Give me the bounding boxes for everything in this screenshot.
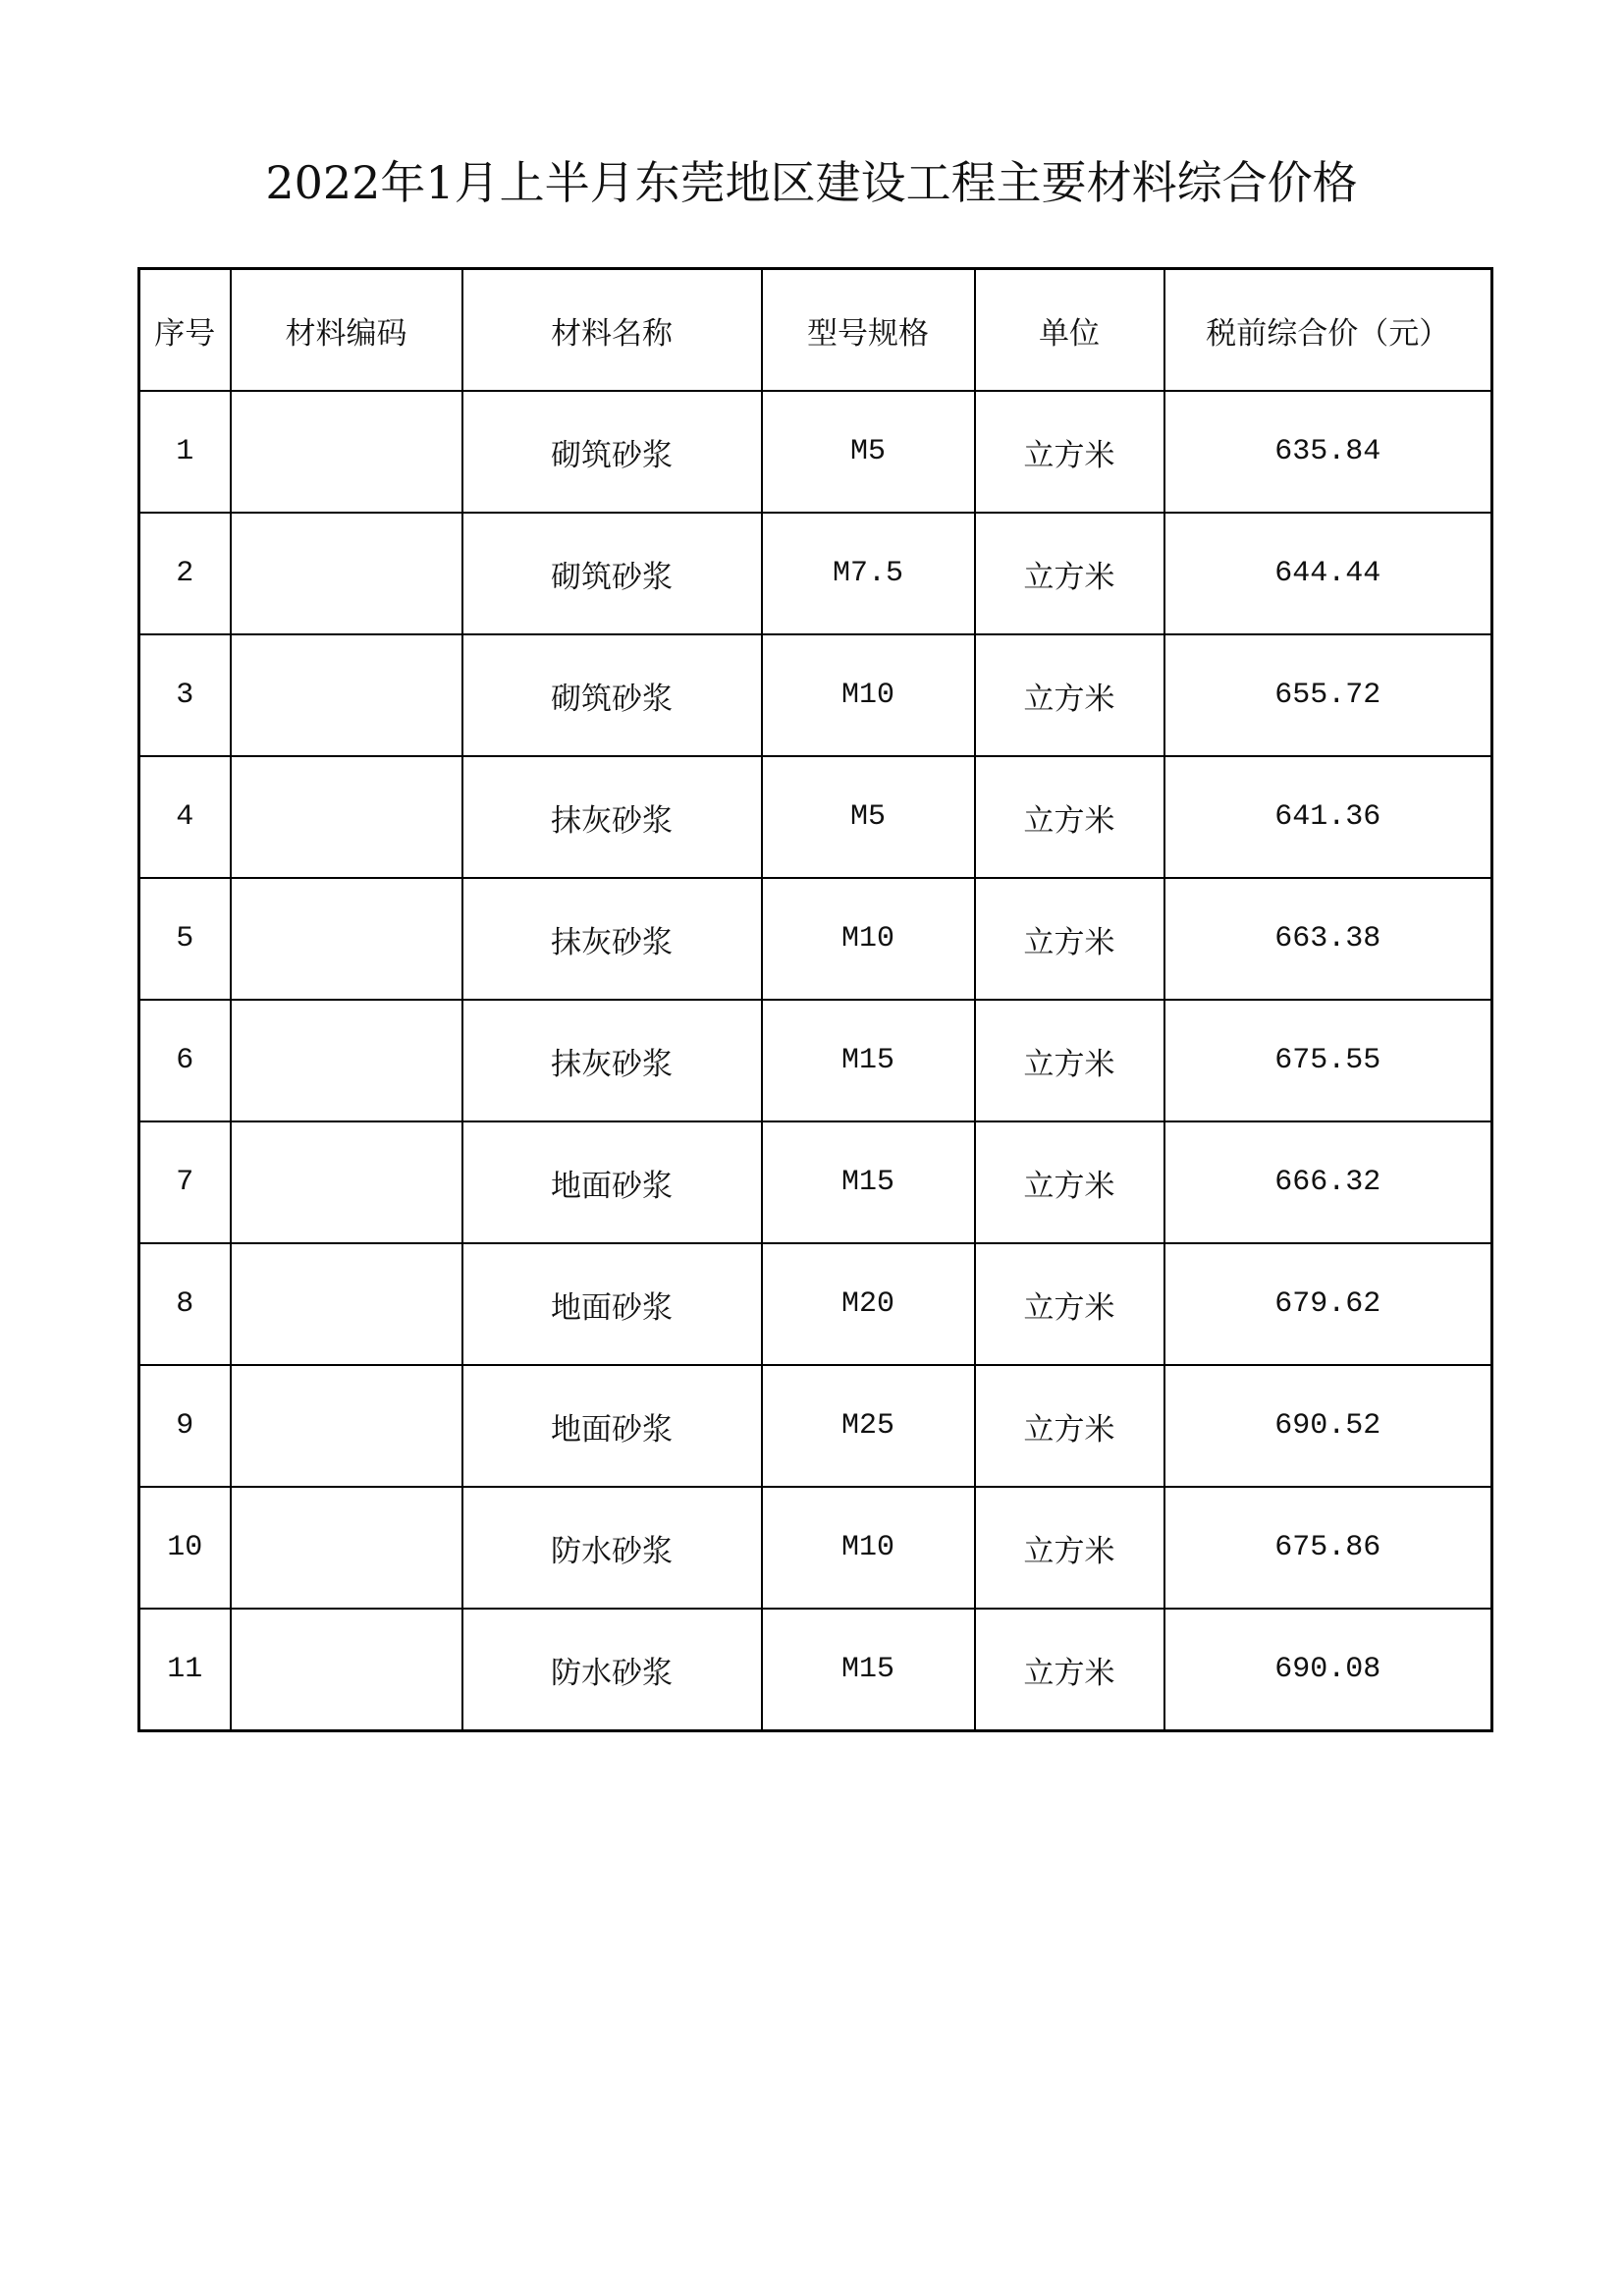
cell-spec: M25 (762, 1365, 975, 1487)
cell-seq: 10 (139, 1487, 231, 1609)
cell-price: 675.55 (1164, 1000, 1492, 1121)
cell-seq: 4 (139, 756, 231, 878)
table-row (139, 1609, 1492, 1731)
table-row (139, 878, 1492, 1000)
cell-material-name: 地面砂浆 (462, 1243, 762, 1365)
cell-unit: 立方米 (975, 1365, 1164, 1487)
cell-material-code (231, 1609, 462, 1731)
cell-material-name: 抹灰砂浆 (462, 756, 762, 878)
cell-spec: M10 (762, 1487, 975, 1609)
cell-material-name: 抹灰砂浆 (462, 1000, 762, 1121)
cell-unit: 立方米 (975, 878, 1164, 1000)
cell-material-code (231, 756, 462, 878)
cell-unit: 立方米 (975, 756, 1164, 878)
table-row (139, 1243, 1492, 1365)
table-row (139, 391, 1492, 513)
cell-unit: 立方米 (975, 1609, 1164, 1731)
cell-price: 666.32 (1164, 1121, 1492, 1243)
cell-material-name: 砌筑砂浆 (462, 391, 762, 513)
cell-material-code (231, 391, 462, 513)
cell-material-code (231, 878, 462, 1000)
cell-material-name: 防水砂浆 (462, 1609, 762, 1731)
header-spec: 型号规格 (762, 269, 975, 392)
cell-seq: 6 (139, 1000, 231, 1121)
table-header-row (139, 269, 1492, 392)
table-row (139, 1000, 1492, 1121)
cell-price: 641.36 (1164, 756, 1492, 878)
page-title: 2022年1月上半月东莞地区建设工程主要材料综合价格 (265, 156, 1358, 209)
cell-price: 690.08 (1164, 1609, 1492, 1731)
header-price: 税前综合价（元） (1164, 269, 1492, 392)
cell-spec: M15 (762, 1121, 975, 1243)
cell-unit: 立方米 (975, 513, 1164, 634)
cell-price: 644.44 (1164, 513, 1492, 634)
cell-material-name: 地面砂浆 (462, 1121, 762, 1243)
cell-price: 675.86 (1164, 1487, 1492, 1609)
cell-material-code (231, 1000, 462, 1121)
cell-spec: M15 (762, 1000, 975, 1121)
cell-spec: M10 (762, 634, 975, 756)
header-material-name: 材料名称 (462, 269, 762, 392)
cell-seq: 2 (139, 513, 231, 634)
cell-unit: 立方米 (975, 1121, 1164, 1243)
cell-material-name: 防水砂浆 (462, 1487, 762, 1609)
cell-unit: 立方米 (975, 1487, 1164, 1609)
cell-spec: M5 (762, 391, 975, 513)
cell-price: 679.62 (1164, 1243, 1492, 1365)
cell-material-name: 抹灰砂浆 (462, 878, 762, 1000)
cell-unit: 立方米 (975, 634, 1164, 756)
cell-unit: 立方米 (975, 1243, 1164, 1365)
table-row (139, 1365, 1492, 1487)
cell-material-name: 砌筑砂浆 (462, 513, 762, 634)
cell-price: 655.72 (1164, 634, 1492, 756)
cell-material-code (231, 1121, 462, 1243)
cell-price: 635.84 (1164, 391, 1492, 513)
cell-material-code (231, 1365, 462, 1487)
cell-material-code (231, 1487, 462, 1609)
cell-spec: M15 (762, 1609, 975, 1731)
cell-seq: 5 (139, 878, 231, 1000)
cell-seq: 8 (139, 1243, 231, 1365)
cell-price: 663.38 (1164, 878, 1492, 1000)
cell-seq: 1 (139, 391, 231, 513)
cell-seq: 9 (139, 1365, 231, 1487)
cell-spec: M5 (762, 756, 975, 878)
table-row (139, 634, 1492, 756)
cell-material-name: 地面砂浆 (462, 1365, 762, 1487)
table-row (139, 1121, 1492, 1243)
cell-spec: M20 (762, 1243, 975, 1365)
cell-material-code (231, 634, 462, 756)
cell-material-code (231, 513, 462, 634)
material-price-table (137, 267, 1493, 1732)
header-unit: 单位 (975, 269, 1164, 392)
cell-material-name: 砌筑砂浆 (462, 634, 762, 756)
header-seq: 序号 (139, 269, 231, 392)
table-row (139, 513, 1492, 634)
cell-seq: 7 (139, 1121, 231, 1243)
cell-spec: M7.5 (762, 513, 975, 634)
cell-spec: M10 (762, 878, 975, 1000)
cell-unit: 立方米 (975, 391, 1164, 513)
cell-unit: 立方米 (975, 1000, 1164, 1121)
table-row (139, 756, 1492, 878)
table-row (139, 1487, 1492, 1609)
header-material-code: 材料编码 (231, 269, 462, 392)
cell-price: 690.52 (1164, 1365, 1492, 1487)
cell-seq: 3 (139, 634, 231, 756)
cell-seq: 11 (139, 1609, 231, 1731)
cell-material-code (231, 1243, 462, 1365)
